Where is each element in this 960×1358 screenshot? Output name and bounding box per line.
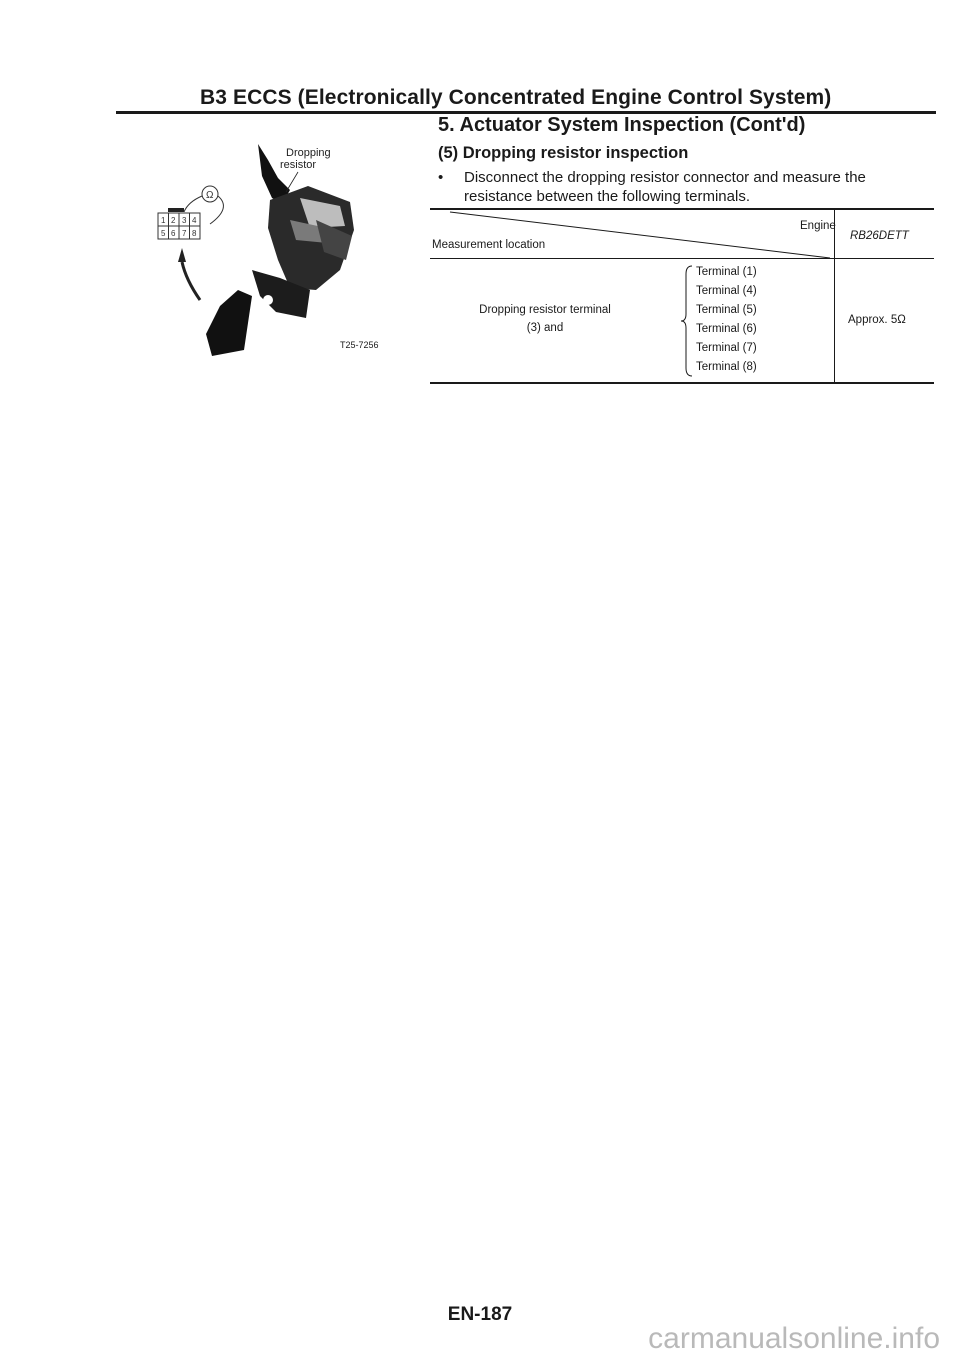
section-header-title: B3 ECCS (Electronically Concentrated Engine Control System) xyxy=(200,86,832,109)
table-bottom-rule xyxy=(430,382,934,384)
terminal-item: Terminal (6) xyxy=(696,323,757,335)
pin-label: 4 xyxy=(192,216,197,225)
pin-label: 2 xyxy=(171,216,176,225)
terminal-item: Terminal (7) xyxy=(696,342,757,354)
ohm-symbol: Ω xyxy=(206,190,214,201)
watermark-text: carmanualsonline.info xyxy=(648,1322,940,1355)
section-title: 5. Actuator System Inspection (Cont'd) xyxy=(438,114,806,136)
pin-label: 5 xyxy=(161,229,166,238)
figure-code: T25-7256 xyxy=(340,340,379,350)
instruction-text: Disconnect the dropping resistor connector and measure the resistance between the following terminals. xyxy=(464,169,866,205)
header-measurement-location: Measurement location xyxy=(432,239,546,251)
row-label-line1: Dropping resistor terminal xyxy=(479,304,611,316)
terminal-item: Terminal (4) xyxy=(696,285,757,297)
page-number: EN-187 xyxy=(447,1304,513,1325)
header-engine: Engine xyxy=(800,220,836,232)
arrow-icon xyxy=(178,248,186,262)
subsection-title: (5) Dropping resistor inspection xyxy=(438,144,689,162)
pin-label: 6 xyxy=(171,229,176,238)
terminal-item: Terminal (8) xyxy=(696,361,757,373)
row-label-line2: (3) and xyxy=(526,322,564,334)
table-column-divider xyxy=(834,208,835,384)
bullet-dot: • xyxy=(438,169,444,186)
pin-label: 7 xyxy=(182,229,187,238)
brace-icon xyxy=(680,264,694,378)
pin-label: 8 xyxy=(192,229,197,238)
header-diagonal xyxy=(430,208,834,260)
pin-label: 3 xyxy=(182,216,187,225)
pin-label: 1 xyxy=(161,216,166,225)
dropping-resistor-drawing xyxy=(140,140,430,370)
connector-diagram xyxy=(158,186,223,239)
dropping-resistor-illustration xyxy=(140,140,430,370)
terminal-item: Terminal (1) xyxy=(696,266,757,278)
illustration-label: Dropping resistor xyxy=(280,147,331,171)
dropping-resistor-body xyxy=(206,144,354,356)
engine-model: RB26DETT xyxy=(850,230,909,242)
instruction-bullet xyxy=(438,168,938,206)
resistance-spec-table xyxy=(430,208,934,384)
resistance-value: Approx. 5Ω xyxy=(848,314,906,326)
terminal-item: Terminal (5) xyxy=(696,304,757,316)
